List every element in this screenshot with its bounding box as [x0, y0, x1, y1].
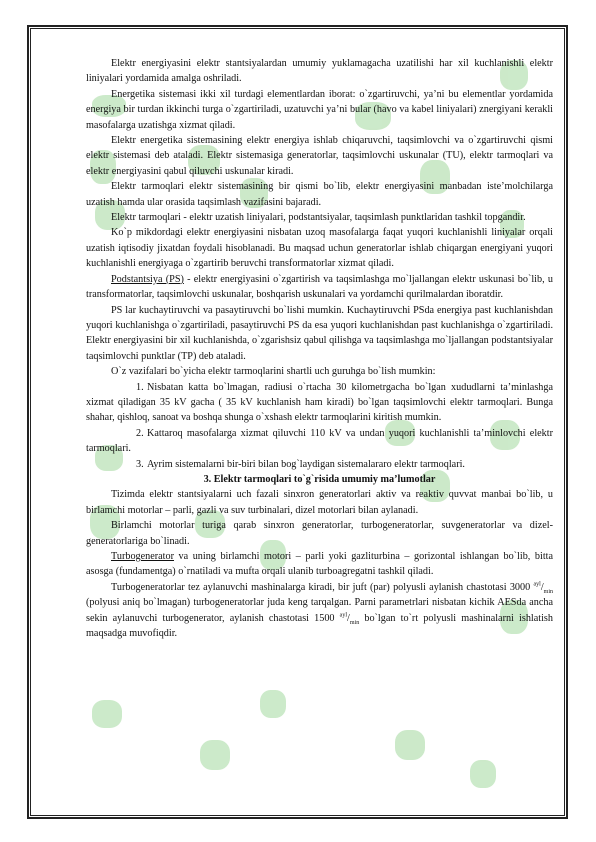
paragraph-3: Elektr energetika sistemasining elektr energiya ishlab chiqaruvchi, taqsimlovchi va o`zgartiruvchi qismi elektr sistemasi deb ataladi. Elektr sistemasiga generatorlar, taqsimlovchi uskunalar (TU), elektr tarmoqlari va elektr energiyasini qabul qiluvchi uskunalar kiradi. [86, 135, 553, 177]
paragraph-16-part-a: Turbogeneratorlar tez aylanuvchi mashinalarga kiradi, bir juft (par) polyusli aylanish chastotasi 3000 [111, 581, 534, 593]
document-body [86, 56, 553, 641]
paragraph-2: Energetika sistemasi ikki xil turdagi elementlardan iborat: o`zgartiruvchi, ya’ni bu elementlar yordamida energiya bir turdan ikkinchi turga o`zgartiriladi, uzatuvchi ya’ni bular (havo va kabel liniyalari) znergiyani kerakli masofalarga uzatishga xizmat qiladi. [86, 88, 553, 131]
list-item [86, 380, 553, 426]
paragraph-5: Elektr tarmoqlari - elektr uzatish liniyalari, podstantsiyalar, taqsimlash punktlaridan tashkil topgandir. [111, 212, 526, 224]
list-item-number: 1. [136, 381, 144, 393]
paragraph-13: Tizimda elektr stantsiyalarni uch fazali sinxron generatorlari aktiv va reaktiv quvvat manbai bo`lib, u birlamchi motorlar – parli, gazli va suv turbinalari, dizel motorlari bilan aylanadi. [86, 489, 553, 516]
section-heading: 3. Elektr tarmoqlari to`g`risida umumiy ma’lumotlar [203, 473, 436, 485]
paragraph-6: Ko`p mikdordagi elektr energiyasini nisbatan uzoq masofalarga faqat yuqori kuchlanishli liniyalar orqali uzatish iqtisodiy jixatdan foydali hisoblanadi. Bu maqsad uchun generatorlar ishlab chiqargan energiyani yuqori kuchlanishli energiyaga o`zgartirib beruvchi transformatorlar xizmat qiladi. [86, 227, 553, 270]
paragraph-16-part-b: (polyusi aniq bo`lmagan) turbogeneratorlar juda keng tarqalgan. Parni parametrlari nisbatan kichik AESda ancha sekin aylanuvchi turbogenerator, aylanish chastotasi 1500 [86, 597, 553, 624]
paragraph-15-text: va uning birlamchi motori – parli yoki gazliturbina – gorizontal ishlangan bo`lib, bitta asosga (fundamentga) o`rnatiladi va mufta orqali ulanib turboagregatni tashkil qiladi. [86, 551, 553, 578]
paragraph-1: Elektr energiyasini elektr stantsiyalardan umumiy yuklamagacha uzatilishi har xil kuchlanishli elektr liniyalari yordamida amalga oshriladi. [86, 58, 553, 85]
list-item-text: Kattaroq masofalarga xizmat qiluvchi 110 kV va undan yuqori kuchlanishli ta’minlovchi elektr tarmoqlari. [86, 427, 553, 455]
paragraph-16-part-c: bo`lgan to`rt polyusli mashinalarni ishlatish maqsadga muvofiqdir. [86, 612, 553, 640]
list-item [86, 457, 553, 472]
unit-numerator: ayl [533, 581, 541, 588]
list-item-number: 2. [136, 427, 144, 439]
term-podstantsiya: Podstantsiya (PS) [111, 273, 184, 285]
paragraph-14: Birlamchi motorlar turiga qarab sinxron generatorlar, turbogeneratorlar, suvgeneratorlar va dizel‑ generatorlariga bo`linadi. [86, 520, 553, 547]
unit-denominator: min [543, 588, 553, 595]
term-turbogenerator: Turbogenerator [111, 551, 174, 562]
paragraph-7-text: - elektr energiyasini o`zgartirish va taqsimlashga mo`ljallangan elektr uskunasi bo`lib, u transformatorlar, taqsimlovchi uskunalar, boshqarish uskunalari va yordamchi qurilmalardan iboratdir. [86, 273, 553, 301]
list-item-text: Ayrim sistemalarni bir-biri bilan bog`laydigan sistemalararo elektr tarmoqlari. [147, 458, 465, 470]
paragraph-9: O`z vazifalari bo`yicha elektr tarmoqlarini shartli uch guruhga bo`lish mumkin: [111, 366, 436, 378]
paragraph-8: PS lar kuchaytiruvchi va pasaytiruvchi bo`lishi mumkin. Kuchaytiruvchi PSda energiya past kuchlanishdan yuqori kuchlanishga o`zgartiriladi, pasaytiruvchi PS da esa yuqori kuchlanishdan past kuchlanishga o`zgartiriladi. Elektr energiyasini bir xil kuchlanishda, o`zgarishsiz qabul qilishga va taqsimlashga mo`ljallangan podstantsiyalar taqsimlovchi punktlar (TP) deb ataladi. [86, 304, 553, 362]
unit-numerator: ayl [339, 612, 348, 619]
unit-denominator: min [349, 619, 360, 626]
list-item [86, 426, 553, 457]
paragraph-7 [86, 272, 553, 303]
paragraph-4: Elektr tarmoqlari elektr sistemasining bir qismi bo`lib, elektr energiyasini manbadan iste’molchilarga uzatish hamda ular orasida taqsimlash vazifasini bajaradi. [86, 181, 553, 208]
paragraph-15 [86, 549, 553, 580]
list-item-text: Nisbatan katta bo`lmagan, radiusi o`rtacha 30 kilometrgacha bo`lgan xududlarni ta’minlashga xizmat qiladigan 35 kV gacha ( 35 kV kuchlanish ham kiradi) bo`lgan taqsimlovchi elektr tarmoqlari. Bunga shahar, qishloq, sanoat va boshqa shunga o`xshash elektr tarmoqlarini kiritish mumkin. [86, 381, 553, 424]
list-item-number: 3. [136, 458, 144, 470]
paragraph-16: Turbogeneratorlar tez aylanuvchi mashinalarga kiradi, bir juft (par) polyusli aylanish chastotasi 3000 $^{ayl}/_{min}$ (polyusi aniq bo`lmagan) turbogeneratorlar juda keng tarqalgan. Parni parametrlari nisbatan kichik AESda ancha sekin aylanuvchi turbogenerator, aylanish chastotasi 1500 $^{ayl}/_{min}$ bo`lgan to`rt polyusli mashinalarni ishlatish maqsadga muvofiqdir. [86, 581, 553, 640]
